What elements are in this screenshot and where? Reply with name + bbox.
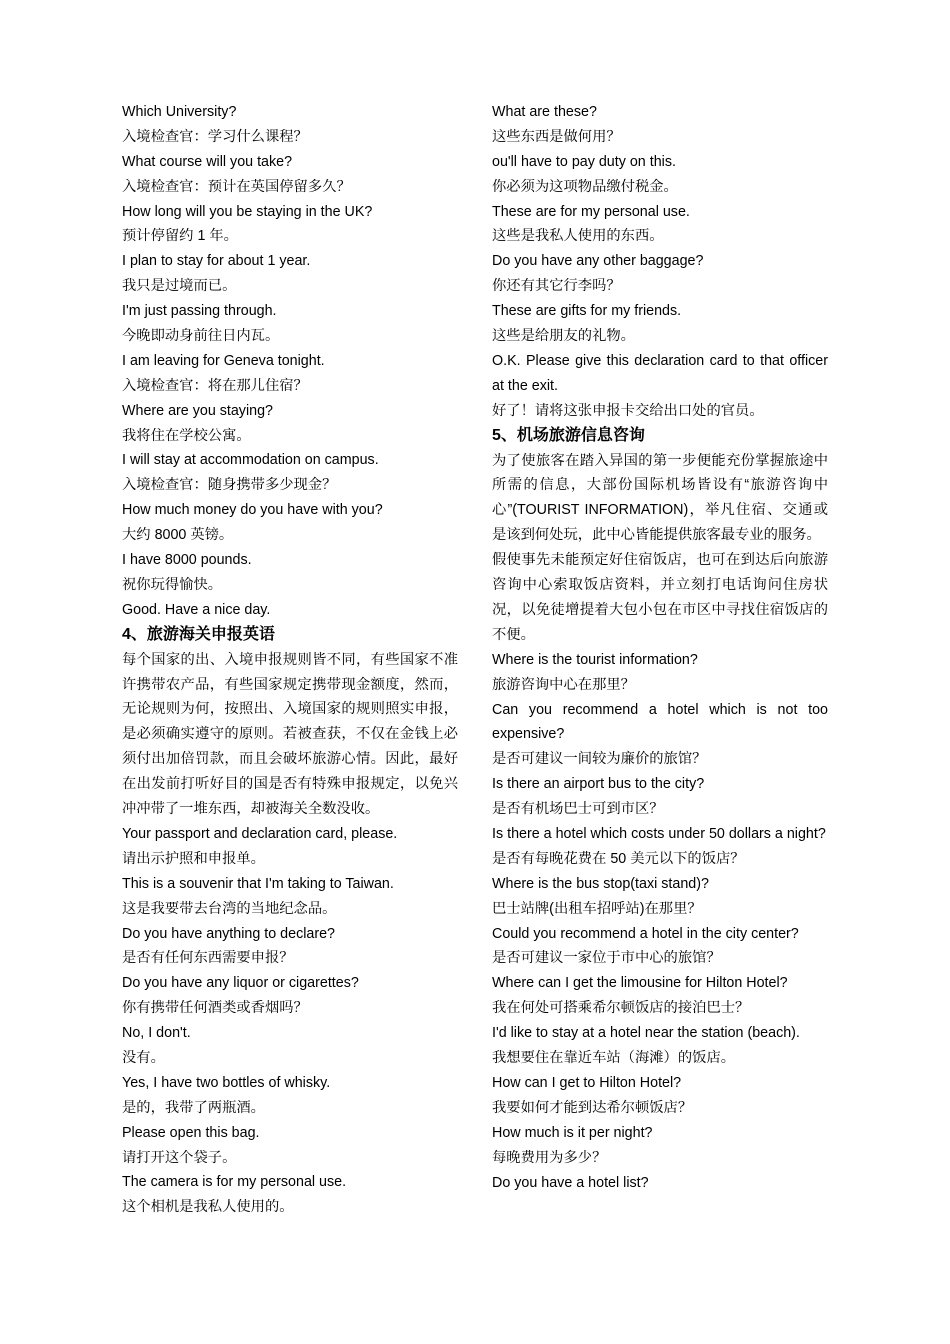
- text-line: 好了！请将这张申报卡交给出口处的官员。: [492, 402, 764, 419]
- text-line: How long will you be staying in the UK?: [122, 203, 373, 220]
- text-line: Do you have a hotel list?: [492, 1174, 649, 1191]
- text-line: Please open this bag.: [122, 1124, 260, 1141]
- text-line: 大约 8000 英镑。: [122, 527, 234, 544]
- text-line: 今晚即动身前往日内瓦。: [122, 328, 280, 345]
- text-line: 这些是给朋友的礼物。: [492, 328, 635, 345]
- text-line: 我想要住在靠近车站（海滩）的饭店。: [492, 1050, 736, 1067]
- left-column: [122, 100, 458, 1220]
- declaration-sentence: O.K. Please give this declaration card to that officer at the exit.: [492, 352, 828, 394]
- text-line: Do you have anything to declare?: [122, 925, 336, 942]
- text-line: What are these?: [492, 104, 597, 120]
- text-line: 入境检查官：随身携带多少现金？: [122, 477, 337, 494]
- text-line: 入境检查官：预计在英国停留多久？: [122, 178, 351, 195]
- text-line: 这些是我私人使用的东西。: [492, 228, 664, 245]
- text-line: 入境检查官：将在那儿住宿？: [122, 377, 308, 394]
- text-line: 这些东西是做何用？: [492, 128, 621, 145]
- text-line: 请打开这个袋子。: [122, 1149, 237, 1166]
- text-line: 没有。: [122, 1049, 165, 1066]
- text-line: 是否有每晚花费在 50 美元以下的饭店？: [492, 850, 745, 867]
- text-line: Do you have any liquor or cigarettes?: [122, 975, 359, 992]
- text-line: 这个相机是我私人使用的。: [122, 1199, 294, 1216]
- section-paragraph-2: 假使事先未能预定好住宿饭店，也可在到达后向旅游咨询中心索取饭店资料，并立刻打电话询问住房状况，以免徒增提着大包小包在市区中寻找住宿饭店的不便。: [492, 552, 828, 643]
- text-line: Is there an airport bus to the city?: [492, 776, 705, 793]
- text-line: I plan to stay for about 1 year.: [122, 253, 311, 270]
- text-line: How can I get to Hilton Hotel?: [492, 1074, 682, 1091]
- text-line: 是否可建议一家位于市中心的旅馆？: [492, 950, 721, 967]
- right-column: [492, 100, 828, 1195]
- text-line: 入境检查官：学习什么课程？: [122, 128, 308, 145]
- text-line: These are for my personal use.: [492, 203, 690, 220]
- text-line: ou'll have to pay duty on this.: [492, 153, 676, 170]
- section-paragraph: 每个国家的出、入境申报规则皆不同，有些国家不准许携带农产品，有些国家规定携带现金额度，然而，无论规则为何，按照出、入境国家的规则照实申报，是必须确实遵守的原则。若被查获，不仅在金钱上必须付出加倍罚款，而且会破坏旅游心情。因此，最好在出发前打听好目的国是否有特殊申报规定，以免兴冲冲带了一堆东西，却被海关全数没收。: [122, 651, 458, 818]
- text-line: 旅游咨询中心在那里？: [492, 676, 635, 693]
- text-line: Could you recommend a hotel in the city center?: [492, 925, 799, 942]
- text-line: Do you have any other baggage?: [492, 253, 704, 270]
- text-line: How much is it per night?: [492, 1124, 653, 1141]
- text-line: 我将住在学校公寓。: [122, 427, 251, 444]
- recommend-sentence: Can you recommend a hotel which is not too expensive?: [492, 701, 828, 743]
- right-lines-a: [492, 100, 828, 349]
- text-line: 预计停留约 1 年。: [122, 228, 238, 245]
- text-line: 巴士站牌(出租车招呼站)在那里？: [492, 900, 702, 917]
- text-line: These are gifts for my friends.: [492, 303, 682, 320]
- text-line: Good. Have a nice day.: [122, 601, 271, 618]
- text-line: What course will you take?: [122, 153, 293, 170]
- hotel-cost-sentence: Is there a hotel which costs under 50 dollars a night?: [492, 826, 826, 843]
- text-line: I have 8000 pounds.: [122, 552, 252, 569]
- left-lines-b: [122, 822, 458, 1220]
- text-line: 你有携带任何酒类或香烟吗？: [122, 1000, 308, 1017]
- text-line: 我要如何才能到达希尔顿饭店？: [492, 1099, 693, 1116]
- text-line: The camera is for my personal use.: [122, 1174, 347, 1191]
- text-line: 每晚费用为多少？: [492, 1149, 607, 1166]
- text-line: 我只是过境而已。: [122, 278, 237, 295]
- text-line: 是否有任何东西需要申报？: [122, 950, 294, 967]
- text-line: I am leaving for Geneva tonight.: [122, 352, 325, 369]
- text-line: 祝你玩得愉快。: [122, 576, 223, 593]
- section-heading: 5、机场旅游信息咨询: [492, 426, 645, 444]
- text-line: 请出示护照和申报单。: [122, 850, 265, 867]
- text-line: No, I don't.: [122, 1025, 191, 1042]
- text-line: Yes, I have two bottles of whisky.: [122, 1074, 331, 1091]
- text-line: Which University?: [122, 104, 237, 120]
- text-line: I will stay at accommodation on campus.: [122, 452, 379, 469]
- text-line: Where can I get the limousine for Hilton Hotel?: [492, 975, 788, 992]
- text-line: 是否有机场巴士可到市区？: [492, 801, 664, 818]
- text-line: Where are you staying?: [122, 402, 273, 419]
- section-heading: 4、旅游海关申报英语: [122, 625, 275, 643]
- right-lines-e: [492, 847, 828, 1195]
- text-line: I'm just passing through.: [122, 303, 277, 320]
- text-line: 是的，我带了两瓶酒。: [122, 1099, 265, 1116]
- text-line: This is a souvenir that I'm taking to Taiwan.: [122, 875, 394, 892]
- text-line: Your passport and declaration card, please.: [122, 825, 398, 842]
- text-line: Where is the tourist information?: [492, 651, 698, 668]
- text-line: 你必须为这项物品缴付税金。: [492, 178, 678, 195]
- text-line: I'd like to stay at a hotel near the station (beach).: [492, 1025, 800, 1042]
- text-line: How much money do you have with you?: [122, 502, 383, 519]
- section-paragraph-1: 为了使旅客在踏入异国的第一步便能充份掌握旅途中所需的信息，大部份国际机场皆设有“旅游咨询中心”(TOURIST INFORMATION)，举凡住宿、交通或是该到何处玩，此中心皆能提供旅客最专业的服务。: [492, 452, 828, 544]
- text-line: 是否可建议一间较为廉价的旅馆？: [492, 751, 707, 768]
- left-lines-a: [122, 100, 458, 623]
- text-line: 我在何处可搭乘希尔顿饭店的接泊巴士？: [492, 1000, 750, 1017]
- text-line: Where is the bus stop(taxi stand)?: [492, 875, 709, 892]
- text-line: 你还有其它行李吗？: [492, 278, 621, 295]
- text-line: 这是我要带去台湾的当地纪念品。: [122, 900, 337, 917]
